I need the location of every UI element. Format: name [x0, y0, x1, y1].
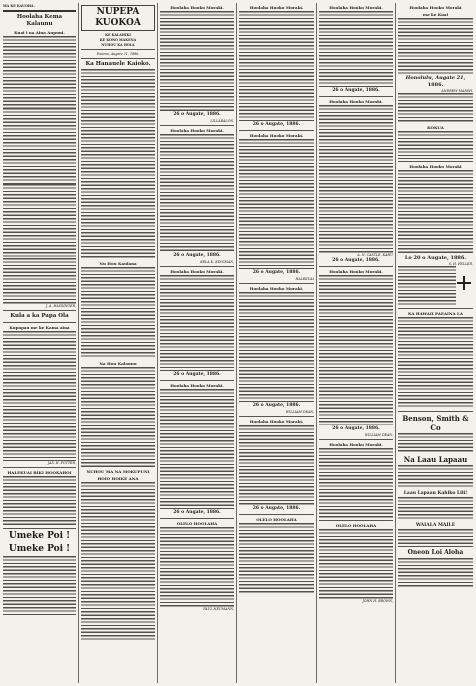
- headline: OLELO HOOLAHA: [256, 517, 297, 522]
- body-text: [398, 18, 473, 74]
- advert-headline: Oneon Loi Aloha: [407, 549, 464, 556]
- divider: [319, 520, 393, 521]
- column-5: [319, 3, 393, 683]
- signature: JAS. H. POTTER,: [47, 461, 76, 465]
- subheadline: HOIO HOIKE ANA: [97, 476, 139, 481]
- notice-date: 26 o Augate, 1886.: [252, 122, 301, 127]
- headline: Hoolaha Hooko Moraki.: [170, 269, 224, 274]
- column-rule: [395, 3, 396, 683]
- body-text: [160, 275, 234, 371]
- body-text: [398, 529, 473, 547]
- subheadline: Kuai i na Aina Aupuni.: [14, 30, 65, 35]
- column-3: [160, 3, 234, 683]
- divider: [319, 439, 393, 440]
- section-label: MA KE KAUOHA.: [3, 4, 35, 8]
- body-text: [398, 131, 473, 159]
- divider: [160, 518, 234, 519]
- headline: Hoolaha Hooko Moraki.: [170, 5, 224, 10]
- notice-date: 26 o Augate, 1886.: [173, 253, 221, 258]
- body-text: [319, 448, 393, 518]
- masthead-line: KE KALAHIKI: [105, 33, 131, 37]
- body-text: [319, 11, 393, 87]
- divider: [398, 411, 473, 412]
- column-rule: [236, 3, 237, 683]
- body-text: [81, 267, 155, 359]
- column-rule: [157, 3, 158, 683]
- headline: Hoolaha Hooko Moraki.: [170, 383, 224, 388]
- headline: HALEKUAI BIKI HOOKAHOI: [7, 470, 72, 475]
- signature: WILLIAM DEAN,: [285, 410, 314, 414]
- divider: [239, 283, 314, 284]
- divider: [3, 322, 76, 323]
- body-text: [160, 11, 234, 111]
- divider: [3, 467, 76, 468]
- subheadline: me ke Kuai: [422, 12, 449, 17]
- headline: Hoolaha Hooko Moraki.: [329, 269, 383, 274]
- notice-date: 26 o Augate, 1886.: [173, 112, 221, 117]
- body-text: [239, 292, 314, 402]
- body-text: [81, 367, 155, 467]
- masthead-line: NUHOU KA HOLA: [101, 43, 135, 47]
- advert-headline: Laau Lapaau Kahiko Lili!: [403, 491, 468, 496]
- body-text: [398, 558, 473, 588]
- headline: Hoolaha Hooko Moraki.: [249, 133, 304, 138]
- notice-date: 26 o Augate, 1886.: [332, 88, 380, 93]
- divider: [3, 10, 76, 12]
- notice-with-mark: [398, 266, 473, 306]
- headline: OLELO HOOLAHA: [176, 521, 218, 526]
- body-text: [3, 476, 76, 526]
- signature: LILLABALON.: [210, 119, 234, 123]
- column-2: [81, 3, 155, 683]
- divider: [398, 308, 473, 309]
- divider: [239, 130, 314, 131]
- signature: S. H. FELLER,: [448, 262, 473, 266]
- divider: [398, 161, 473, 162]
- body-text: [398, 497, 473, 521]
- notice-date: 26 o Augate, 1886.: [332, 426, 380, 431]
- notice-date: 26 o Augate, 1886.: [332, 258, 380, 263]
- headline: Hoolaha Hooko Moraki.: [249, 419, 304, 424]
- advert-headline: Benson, Smith & Co: [402, 414, 469, 432]
- advert-headline: Na Laau Lapaau: [403, 455, 468, 464]
- column-rule: [316, 3, 317, 683]
- masthead: NUPEPA KUOKOA: [81, 5, 155, 31]
- divider: [160, 380, 234, 381]
- notice-date: 1886.: [427, 82, 444, 88]
- body-text: [160, 134, 234, 252]
- advert-headline: WAIALA MAILE: [415, 523, 456, 528]
- headline: Hoolaha Hooko Moraki.: [170, 128, 224, 133]
- subheadline: Nu Hou Kaulana: [99, 261, 137, 266]
- body-text: [398, 433, 473, 453]
- advert-headline: Umeke Poi !: [8, 544, 71, 554]
- subheadline: KOKUA: [427, 125, 444, 130]
- signature: KELA K. KINGMAN,: [200, 260, 234, 264]
- body-text: [319, 275, 393, 425]
- headline: Ka Hanauele Kaioko.: [85, 61, 151, 67]
- body-text: [398, 317, 473, 409]
- body-text: [239, 523, 314, 593]
- signature: A. N. CASTLE, KAHU: [357, 253, 393, 257]
- advert-headline: Umeke Poi !: [8, 531, 71, 541]
- cross-mark-icon: [457, 276, 471, 290]
- notice-date: 26 o Augate, 1886.: [173, 510, 221, 515]
- notice-date: 26 o Augate, 1886.: [252, 506, 301, 511]
- divider: [3, 528, 76, 529]
- body-text: [160, 527, 234, 607]
- headline: Hoolaha Hooko Moraki.: [329, 5, 383, 10]
- body-text: [319, 529, 393, 599]
- divider: [81, 58, 155, 59]
- body-text: [3, 108, 76, 184]
- headline: Hoolaha Hooko Moraki.: [329, 442, 383, 447]
- headline: Hoolaha Hooko Moraki: [409, 164, 462, 169]
- body-text: [3, 556, 76, 616]
- body-text: [3, 184, 76, 258]
- divider: [319, 96, 393, 97]
- notice-date: Honolulu, Augate 21,: [405, 75, 466, 81]
- body-text: [398, 93, 473, 123]
- divider: [239, 416, 314, 417]
- headline: Hoolaha Hooko Moraki.: [249, 5, 304, 10]
- signature: WILLIAM DEAN,: [364, 433, 393, 437]
- notice-date: Lo 20 o Augate, 1886.: [404, 255, 467, 261]
- body-text: [398, 465, 473, 489]
- body-text: [3, 258, 76, 304]
- subheadline: Kupapau me ke Kama aina: [9, 325, 70, 330]
- divider: [160, 125, 234, 126]
- notice-date: 26 o Augate, 1886.: [173, 372, 221, 377]
- divider: [319, 266, 393, 267]
- notice-date: 26 o Augate, 1886.: [252, 270, 301, 275]
- signature: JOHN H. BROWN,: [362, 599, 393, 603]
- body-text: [398, 170, 473, 254]
- subheadline: NUHOU MA NA MOKUPUNI: [86, 469, 150, 474]
- body-text: [239, 139, 314, 269]
- column-rule: [78, 3, 79, 683]
- column-1: [3, 3, 76, 683]
- body-text: [3, 331, 76, 461]
- body-text: [398, 266, 456, 306]
- subheadline: Na Hou Kalaunu: [99, 361, 137, 366]
- divider: [3, 310, 76, 311]
- headline: Hoolaha Kema Kalaunu: [16, 14, 63, 27]
- masthead-line: KE KONO MAKENA: [99, 38, 137, 42]
- headline: Hoolaha Hooko Moraki.: [329, 99, 383, 104]
- column-6: [398, 3, 473, 683]
- headline: KA HAWAII PAEAINA LA: [408, 311, 463, 316]
- body-text: [81, 69, 155, 259]
- body-text: [239, 425, 314, 505]
- headline: Kula a ka Papa Ola: [10, 313, 69, 319]
- column-4: [239, 3, 314, 683]
- signature: J. A. HASSINGER,: [45, 304, 76, 308]
- issue-date: Poaono, Augate 21, 1886.: [96, 52, 140, 56]
- body-text: [319, 105, 393, 253]
- signature: HALEKUAI: [295, 277, 314, 281]
- body-text: [160, 389, 234, 509]
- headline: Hoolaha Hooko Moraki.: [249, 286, 304, 291]
- signature: PAUL NEUMANN,: [203, 607, 234, 611]
- signature: ANDREW MARSH.: [441, 89, 473, 93]
- notice-date: 26 o Augate, 1886.: [252, 403, 301, 408]
- headline: Hoolaha Hooko Moraki: [409, 5, 462, 10]
- body-text: [3, 36, 76, 108]
- headline: OLELO HOOLAHA: [335, 523, 377, 528]
- body-text: [81, 482, 155, 642]
- divider: [160, 266, 234, 267]
- divider: [239, 514, 314, 515]
- divider: [81, 49, 155, 50]
- body-text: [239, 11, 314, 121]
